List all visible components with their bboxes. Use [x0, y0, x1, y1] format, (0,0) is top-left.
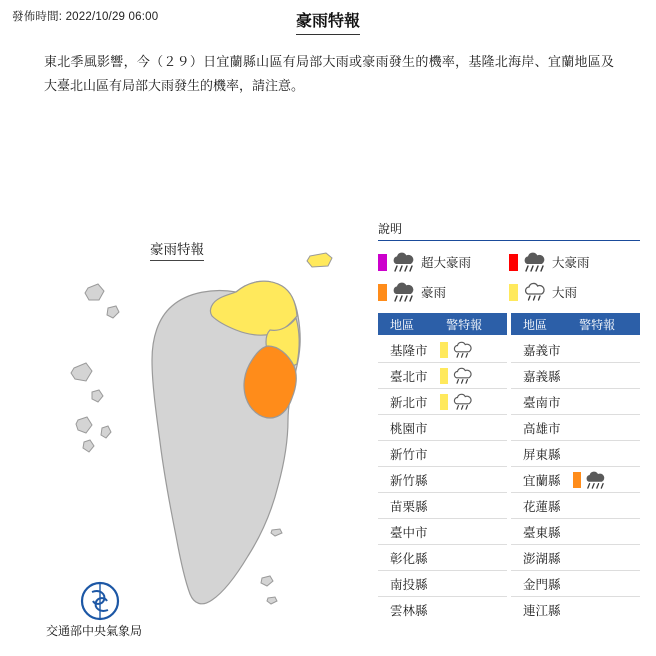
- eastern-islets: [261, 576, 277, 604]
- table-row[interactable]: [378, 493, 507, 519]
- table-row[interactable]: [378, 337, 507, 363]
- legend-swatch: [378, 254, 387, 271]
- area-name: 新北市: [390, 395, 428, 410]
- area-name: 南投縣: [390, 577, 428, 592]
- legend-swatch: [378, 284, 387, 301]
- legend-heading: 說明: [378, 222, 403, 236]
- header-warning-label: 警特報: [579, 317, 616, 332]
- table-row[interactable]: [511, 571, 640, 597]
- legend-label: 超大豪雨: [421, 256, 472, 270]
- area-name: 基隆市: [390, 343, 428, 358]
- warning-cell: [440, 367, 507, 385]
- rain-icon: [450, 341, 474, 359]
- heavy-rain-icon: [390, 252, 416, 272]
- legend-label: 大豪雨: [552, 256, 590, 270]
- area-name: 屏東縣: [523, 447, 561, 462]
- cwb-logo-icon: [82, 583, 118, 619]
- legend-label: 豪雨: [421, 286, 447, 300]
- map-title: 豪雨特報: [150, 238, 204, 261]
- area-name: 新竹縣: [390, 473, 428, 488]
- legend-item-extreme-torrential: [378, 247, 509, 277]
- header-warning-label: 警特報: [446, 317, 483, 332]
- table-header-right: [511, 313, 640, 335]
- area-name: 彰化縣: [390, 551, 428, 566]
- rain-icon: [521, 282, 547, 302]
- warning-cell: [440, 393, 507, 411]
- warning-swatch: [440, 368, 448, 384]
- warning-table-body: [378, 337, 640, 622]
- info-panel: [378, 220, 640, 622]
- warning-swatch: [573, 472, 581, 488]
- table-row[interactable]: [511, 519, 640, 545]
- area-name: 宜蘭縣: [523, 473, 561, 488]
- legend-swatch: [509, 284, 518, 301]
- taiwan-map: [0, 220, 360, 640]
- area-name: 嘉義市: [523, 343, 561, 358]
- area-name: 連江縣: [523, 603, 561, 618]
- table-row[interactable]: [511, 337, 640, 363]
- warning-swatch: [440, 342, 448, 358]
- table-row[interactable]: [378, 597, 507, 622]
- area-name: 澎湖縣: [523, 551, 561, 566]
- table-row[interactable]: [511, 467, 640, 493]
- legend-item-extremely-heavy: [509, 247, 640, 277]
- warning-table-right-column: [511, 337, 640, 622]
- area-name: 金門縣: [523, 577, 561, 592]
- table-row[interactable]: [511, 389, 640, 415]
- legend-label: 大雨: [552, 286, 578, 300]
- area-name: 臺東縣: [523, 525, 561, 540]
- table-row[interactable]: [511, 597, 640, 622]
- table-row[interactable]: [378, 363, 507, 389]
- header-area-label: 地區: [523, 317, 548, 332]
- table-row[interactable]: [378, 441, 507, 467]
- page-title: [0, 8, 656, 35]
- warning-cell: [573, 471, 640, 489]
- rain-icon: [450, 367, 474, 385]
- legend-swatch: [509, 254, 518, 271]
- table-row[interactable]: [511, 493, 640, 519]
- table-row[interactable]: [511, 363, 640, 389]
- legend-grid: [378, 247, 640, 307]
- warning-table-header: [378, 313, 640, 335]
- table-row[interactable]: [511, 441, 640, 467]
- legend-item-torrential: [378, 277, 509, 307]
- table-row[interactable]: [378, 545, 507, 571]
- table-row[interactable]: [378, 571, 507, 597]
- heavy-rain-icon: [583, 471, 607, 489]
- legend-item-heavy-rain: [509, 277, 640, 307]
- area-name: 嘉義縣: [523, 369, 561, 384]
- table-header-left: [378, 313, 507, 335]
- heavy-rain-icon: [521, 252, 547, 272]
- area-name: 臺北市: [390, 369, 428, 384]
- table-row[interactable]: [378, 519, 507, 545]
- area-name: 臺中市: [390, 525, 428, 540]
- table-row[interactable]: [378, 415, 507, 441]
- table-row[interactable]: [511, 415, 640, 441]
- warning-swatch: [440, 394, 448, 410]
- area-name: 新竹市: [390, 447, 428, 462]
- header-area-label: 地區: [390, 317, 415, 332]
- table-row[interactable]: [378, 389, 507, 415]
- area-name: 桃園市: [390, 421, 428, 436]
- table-row[interactable]: [511, 545, 640, 571]
- warning-table-left-column: [378, 337, 507, 622]
- area-name: 苗栗縣: [390, 499, 428, 514]
- advisory-paragraph: 東北季風影響，今（２９）日宜蘭縣山區有局部大雨或豪雨發生的機率，基隆北海岸、宜蘭地區及大臺北山區有局部大雨發生的機率，請注意。: [44, 54, 614, 94]
- warning-cell: [440, 341, 507, 359]
- area-name: 雲林縣: [390, 603, 428, 618]
- rain-icon: [450, 393, 474, 411]
- area-name: 高雄市: [523, 421, 561, 436]
- page-title-text: 豪雨特報: [296, 8, 360, 35]
- issue-time: 發佈時間: 2022/10/29 06:00: [12, 11, 159, 23]
- area-name: 花蓮縣: [523, 499, 561, 514]
- heavy-rain-icon: [390, 282, 416, 302]
- area-name: 臺南市: [523, 395, 561, 410]
- table-row[interactable]: [378, 467, 507, 493]
- northern-islet: [307, 253, 332, 267]
- map-panel: [0, 220, 360, 640]
- agency-name: 交通部中央氣象局: [46, 624, 143, 638]
- legend-heading-rule: [378, 240, 640, 241]
